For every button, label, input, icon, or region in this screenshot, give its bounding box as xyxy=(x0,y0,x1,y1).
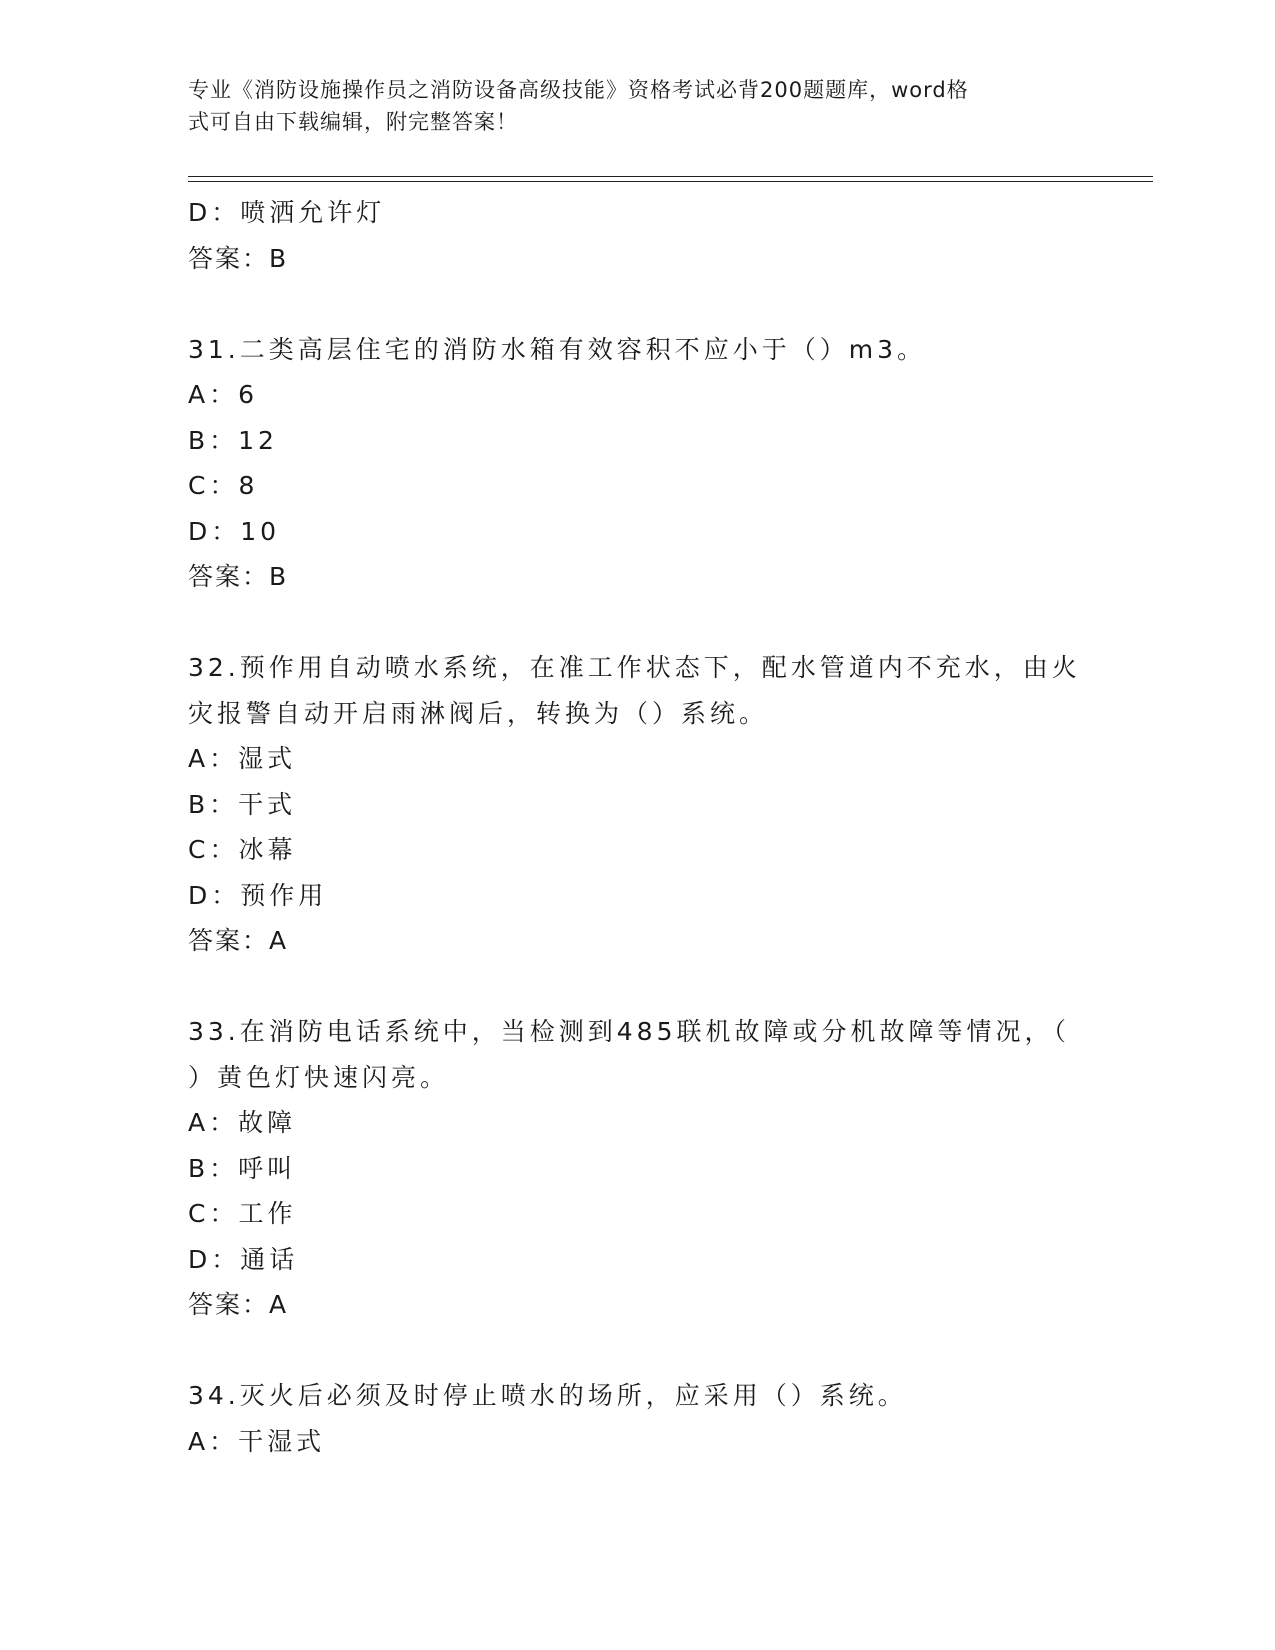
question-stem: 34.灭火后必须及时停止喷水的场所，应采用（）系统。 xyxy=(188,1381,907,1410)
answer-line: 答案：B xyxy=(188,562,289,591)
document-header xyxy=(188,74,1068,138)
answer-line: 答案：B xyxy=(188,243,289,273)
option-d: D：喷洒允许灯 xyxy=(188,198,386,227)
question-block-34 xyxy=(188,1373,1088,1464)
question-stem-continued: ）黄色灯快速闪亮。 xyxy=(188,1062,450,1092)
option-d: D：通话 xyxy=(188,1244,299,1274)
spacer xyxy=(188,281,1088,327)
option-a: A：故障 xyxy=(188,1108,297,1137)
question-stem: 31.二类高层住宅的消防水箱有效容积不应小于（）m3。 xyxy=(188,334,927,364)
question-stem: 32.预作用自动喷水系统，在准工作状态下，配水管道内不充水，由火 xyxy=(188,653,1081,682)
question-block-prev xyxy=(188,190,1088,281)
option-c: C：冰幕 xyxy=(188,835,297,864)
option-c: C：工作 xyxy=(188,1199,297,1228)
option-b: B：呼叫 xyxy=(188,1153,297,1183)
option-b: B：12 xyxy=(188,425,278,455)
spacer xyxy=(188,600,1088,646)
question-block-31 xyxy=(188,327,1088,600)
question-block-33 xyxy=(188,1009,1088,1328)
spacer xyxy=(188,1328,1088,1374)
answer-line: 答案：A xyxy=(188,1290,289,1319)
question-list xyxy=(188,190,1088,1464)
header-line-2: 式可自由下载编辑，附完整答案！ xyxy=(188,110,518,134)
header-line-1: 专业《消防设施操作员之消防设备高级技能》资格考试必背200题题库，word格 xyxy=(188,78,969,102)
spacer xyxy=(188,964,1088,1010)
option-a: A：干湿式 xyxy=(188,1426,326,1456)
header-rule-bottom xyxy=(188,181,1153,182)
question-stem: 33.在消防电话系统中，当检测到485联机故障或分机故障等情况，（ xyxy=(188,1017,1070,1046)
option-d: D：10 xyxy=(188,516,281,546)
option-c: C：8 xyxy=(188,471,259,500)
option-a: A：6 xyxy=(188,380,259,409)
question-block-32 xyxy=(188,645,1088,964)
option-a: A：湿式 xyxy=(188,744,297,773)
question-stem-continued: 灾报警自动开启雨淋阀后，转换为（）系统。 xyxy=(188,698,769,728)
option-d: D：预作用 xyxy=(188,880,328,910)
option-b: B：干式 xyxy=(188,789,297,819)
header-rule-top xyxy=(188,176,1153,177)
answer-line: 答案：A xyxy=(188,926,289,955)
